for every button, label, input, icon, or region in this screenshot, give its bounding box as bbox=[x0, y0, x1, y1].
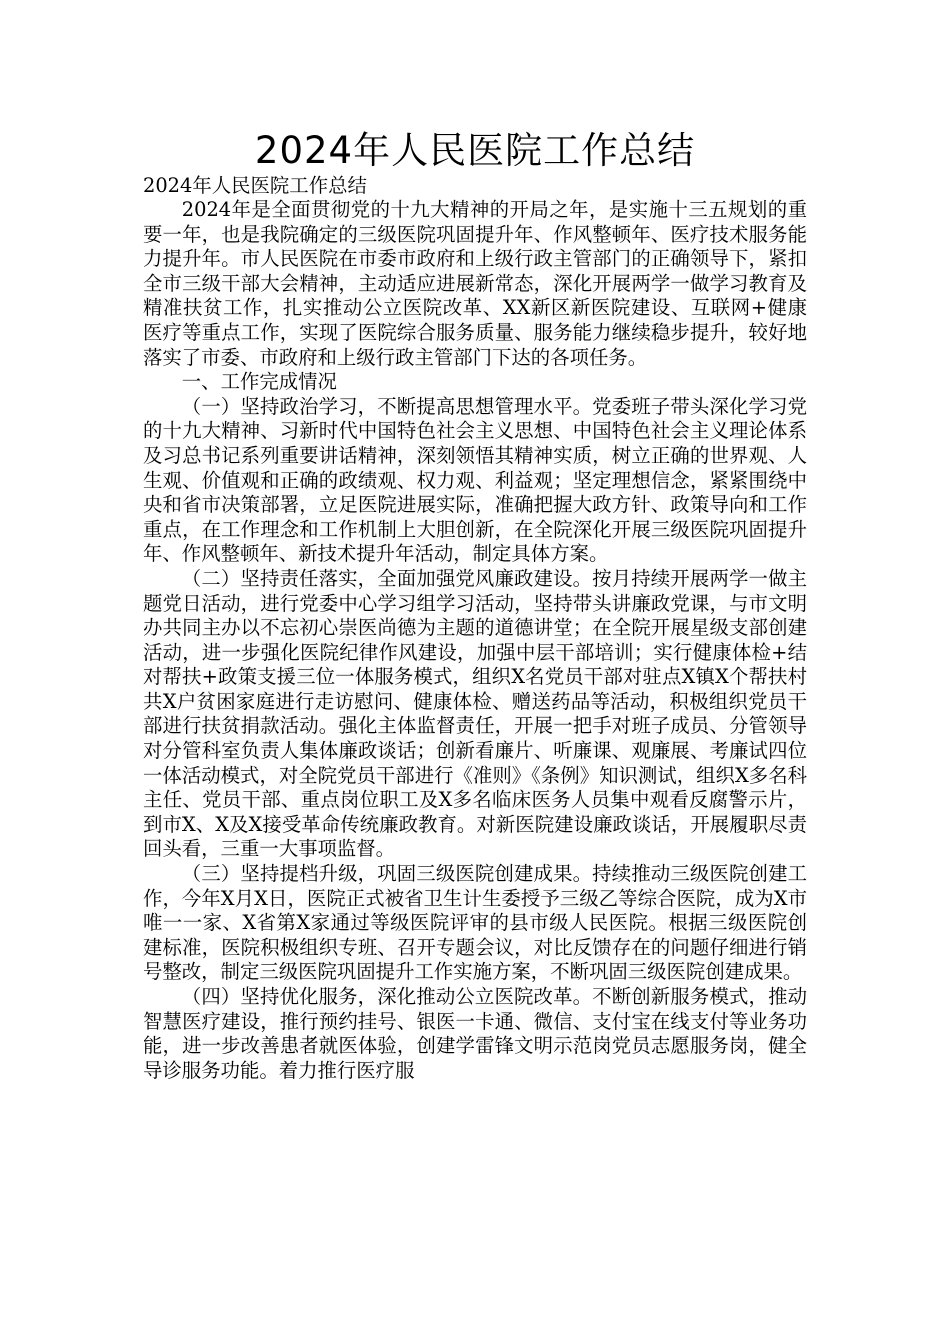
paragraph-hospital-upgrade: （三）坚持提档升级，巩固三级医院创建成果。持续推动三级医院创建工作，今年X月X日，医院正式被省卫生计生委授予三级乙等综合医院，成为X市唯一一家、X省第X家通过等级医院评审的县市级人民医院。根据三级医院创建标准，医院积极组织专班、召开专题会议，对比反馈存在的问题仔细进行销号整改，制定三级医院巩固提升工作实施方案，不断巩固三级医院创建成果。 bbox=[143, 862, 807, 984]
paragraph-service-optimization: （四）坚持优化服务，深化推动公立医院改革。不断创新服务模式，推动智慧医疗建设，推行预约挂号、银医一卡通、微信、支付宝在线支付等业务功能，进一步改善患者就医体验，创建学雷锋文明示范岗党员志愿服务岗，健全导诊服务功能。着力推行医疗服 bbox=[143, 985, 807, 1082]
document-title: 2024年人民医院工作总结 bbox=[254, 129, 696, 172]
document-page bbox=[143, 128, 807, 1083]
document-subtitle: 2024年人民医院工作总结 bbox=[143, 174, 367, 197]
section-heading: 一、工作完成情况 bbox=[181, 370, 337, 394]
intro-paragraph: 2024年是全面贯彻党的十九大精神的开局之年，是实施十三五规划的重要一年，也是我院确定的三级医院巩固提升年、作风整顿年、医疗技术服务能力提升年。市人民医院在市委市政府和上级行政主管部门的正确领导下，紧扣全市三级干部大会精神，主动适应进展新常态，深化开展两学一做学习教育及精准扶贫工作，扎实推动公立医院改革、XX新区新医院建设、互联网+健康医疗等重点工作，实现了医院综合服务质量、服务能力继续稳步提升，较好地落实了市委、市政府和上级行政主管部门下达的各项任务。 bbox=[143, 198, 807, 369]
paragraph-party-conduct: （二）坚持责任落实，全面加强党风廉政建设。按月持续开展两学一做主题党日活动，进行党委中心学习组学习活动，坚持带头讲廉政党课，与市文明办共同主办以不忘初心崇医尚德为主题的道德讲堂；在全院开展星级支部创建活动，进一步强化医院纪律作风建设，加强中层干部培训；实行健康体检+结对帮扶+政策支援三位一体服务模式，组织X名党员干部对驻点X镇X个帮扶村共X户贫困家庭进行走访慰问、健康体检、赠送药品等活动，积极组织党员干部进行扶贫捐款活动。强化主体监督责任，开展一把手对班子成员、分管领导对分管科室负责人集体廉政谈话；创新看廉片、听廉课、观廉展、考廉试四位一体活动模式，对全院党员干部进行《准则》《条例》知识测试，组织X多名科主任、党员干部、重点岗位职工及X多名临床医务人员集中观看反腐警示片，到市X、X及X接受革命传统廉政教育。对新医院建设廉政谈话，开展履职尽责回头看，三重一大事项监督。 bbox=[143, 566, 807, 861]
paragraph-political-study: （一）坚持政治学习，不断提高思想管理水平。党委班子带头深化学习党的十九大精神、习新时代中国特色社会主义思想、中国特色社会主义理论体系及习总书记系列重要讲话精神，深刻领悟其精神实质，树立正确的世界观、人生观、价值观和正确的政绩观、权力观、利益观；坚定理想信念，紧紧围绕中央和省市决策部署，立足医院进展实际，准确把握大政方针、政策导向和工作重点，在工作理念和工作机制上大胆创新，在全院深化开展三级医院巩固提升年、作风整顿年、新技术提升年活动，制定具体方案。 bbox=[143, 394, 807, 566]
